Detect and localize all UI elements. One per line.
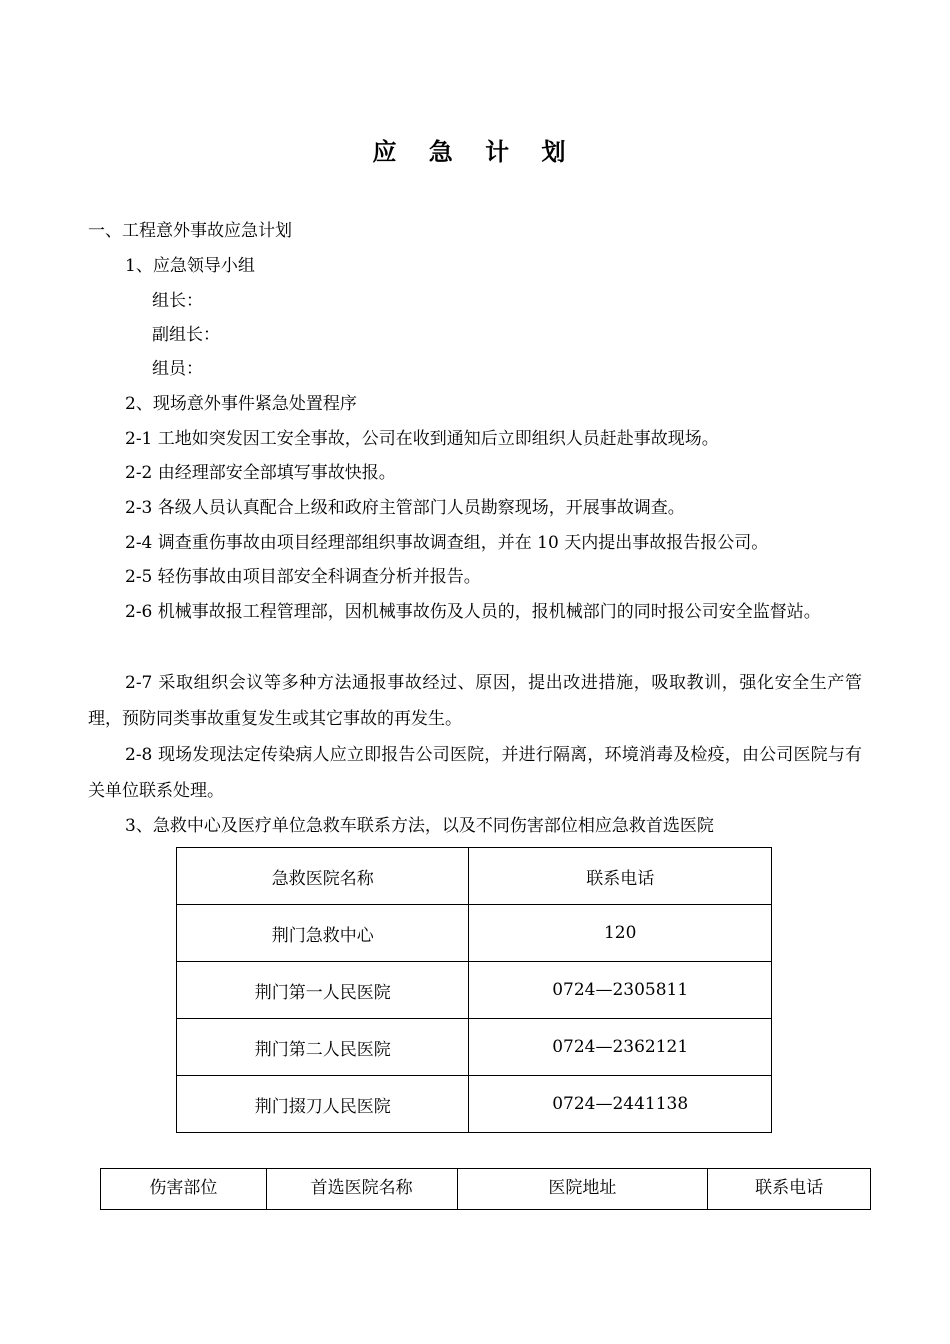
page-title: 应 急 计 划 [372, 138, 578, 166]
procedure-item-2-8: 2-8 现场发现法定传染病人应立即报告公司医院，并进行隔离，环境消毒及检疫，由公司医院与有关单位联系处理。 [88, 745, 862, 801]
header-contact-phone: 联系电话 [708, 1169, 871, 1210]
deputy-leader-label: 副组长： [152, 325, 220, 345]
section-heading-1: 一、工程意外事故应急计划 [88, 221, 292, 241]
procedure-item-2-7: 2-7 采取组织会议等多种方法通报事故经过、原因，提出改进措施，吸取教训，强化安全生产管理，预防同类事故重复发生或其它事故的再发生。 [88, 673, 862, 729]
injury-hospital-table [100, 1168, 871, 1210]
header-preferred-hospital: 首选医院名称 [266, 1169, 457, 1210]
subsection-heading-1: 1、应急领导小组 [125, 256, 255, 276]
table-row [177, 905, 772, 962]
table-row [177, 1019, 772, 1076]
phone-cell: 0724—2362121 [469, 1019, 772, 1076]
hospital-name-cell: 荆门第一人民医院 [177, 962, 469, 1019]
header-hospital-address: 医院地址 [457, 1169, 708, 1210]
phone-cell: 0724—2305811 [469, 962, 772, 1019]
header-hospital-name: 急救医院名称 [177, 848, 469, 905]
procedure-item-2-3: 2-3 各级人员认真配合上级和政府主管部门人员勘察现场，开展事故调查。 [125, 498, 685, 518]
phone-cell: 120 [469, 905, 772, 962]
members-label: 组员： [152, 359, 203, 379]
table-header-row [177, 848, 772, 905]
phone-cell: 0724—2441138 [469, 1076, 772, 1133]
procedure-item-2-4: 2-4 调查重伤事故由项目经理部组织事故调查组，并在 10 天内提出事故报告报公司。 [125, 533, 769, 553]
header-injury-site: 伤害部位 [101, 1169, 267, 1210]
table-row [177, 1076, 772, 1133]
hospital-name-cell: 荆门掇刀人民医院 [177, 1076, 469, 1133]
table-row [177, 962, 772, 1019]
subsection-heading-2: 2、现场意外事件紧急处置程序 [125, 394, 357, 414]
hospital-name-cell: 荆门急救中心 [177, 905, 469, 962]
subsection-heading-3: 3、急救中心及医疗单位急救车联系方法，以及不同伤害部位相应急救首选医院 [125, 816, 714, 836]
hospital-contact-table [176, 847, 772, 1133]
procedure-item-2-6: 2-6 机械事故报工程管理部，因机械事故伤及人员的，报机械部门的同时报公司安全监督站。 [125, 602, 821, 622]
procedure-item-2-1: 2-1 工地如突发因工安全事故，公司在收到通知后立即组织人员赶赴事故现场。 [125, 429, 719, 449]
procedure-item-2-2: 2-2 由经理部安全部填写事故快报。 [125, 463, 396, 483]
hospital-name-cell: 荆门第二人民医院 [177, 1019, 469, 1076]
procedure-item-2-5: 2-5 轻伤事故由项目部安全科调查分析并报告。 [125, 567, 481, 587]
header-phone: 联系电话 [469, 848, 772, 905]
table-header-row [101, 1169, 871, 1210]
leader-label: 组长： [152, 291, 203, 311]
